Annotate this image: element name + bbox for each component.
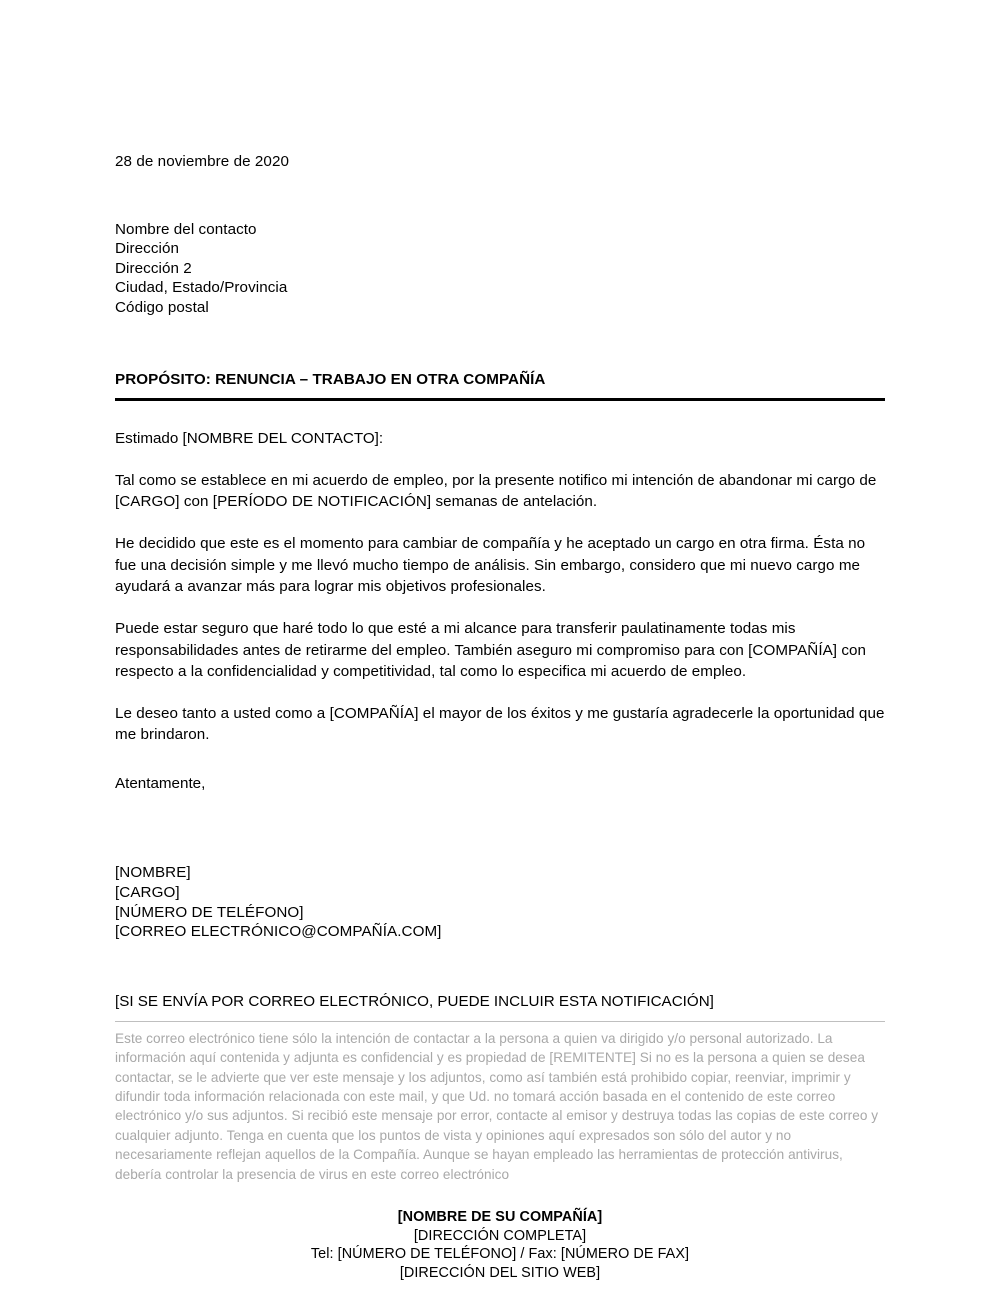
gap-greeting-body bbox=[115, 449, 885, 470]
letter-greeting: Estimado [NOMBRE DEL CONTACTO]: bbox=[115, 430, 384, 448]
spacer-after-rule bbox=[115, 401, 885, 429]
letter-subject: PROPÓSITO: RENUNCIA – TRABAJO EN OTRA COMPAÑÍA bbox=[115, 370, 546, 388]
footer-website: [DIRECCIÓN DEL SITIO WEB] bbox=[399, 1264, 601, 1281]
gap-paragraph bbox=[115, 512, 885, 533]
signature-space bbox=[115, 793, 885, 863]
letter-paragraph: He decidido que este es el momento para cambiar de compañía y he aceptado un cargo en otra firma. Ésta no fue una decisión simple y me llevó mucho tiempo de análisis. Sin embargo, considero que mi nuevo cargo me ayudará a avanzar más para lograr mis objetivos profesionales. bbox=[115, 535, 866, 595]
gap-paragraph bbox=[115, 682, 885, 703]
email-notice-heading: [SI SE ENVÍA POR CORREO ELECTRÓNICO, PUEDE INCLUIR ESTA NOTIFICACIÓN] bbox=[115, 993, 714, 1011]
recipient-city-state: Ciudad, Estado/Provincia bbox=[115, 279, 288, 297]
company-footer bbox=[115, 1208, 885, 1282]
letter-paragraph: Puede estar seguro que haré todo lo que esté a mi alcance para transferir paulatinamente todas mis responsabilidades antes de retirarme del empleo. También aseguro mi compromiso para con [COMPAÑÍA] con respecto a la confidencialidad y competitividad, tal como lo especifica mi acuerdo de empleo. bbox=[115, 620, 867, 680]
footer-address: [DIRECCIÓN COMPLETA] bbox=[413, 1227, 587, 1244]
letter-closing: Atentamente, bbox=[115, 774, 206, 792]
recipient-address-block bbox=[115, 220, 885, 318]
spacer-before-subject bbox=[115, 318, 885, 370]
letter-paragraph: Le deseo tanto a usted como a [COMPAÑÍA] el mayor de los éxitos y me gustaría agradecerle la oportunidad que me brindaron. bbox=[115, 705, 885, 744]
signature-phone: [NÚMERO DE TELÉFONO] bbox=[115, 903, 304, 921]
spacer-before-notice bbox=[115, 942, 885, 992]
footer-company-name: [NOMBRE DE SU COMPAÑÍA] bbox=[397, 1208, 603, 1225]
gap-paragraph bbox=[115, 597, 885, 618]
email-disclaimer-text: Este correo electrónico tiene sólo la intención de contactar a la persona a quien va dirigido y/o personal autorizado. La información aquí contenida y adjunta es confidencial y es propiedad de [REMITENTE] Si no es la persona a quien se desea contactar, se le advierte que ver este mensaje y los adjuntos, como así también está prohibido copiar, reenviar, imprimir y difundir toda información relacionada con este mail, y que Ud. no tomará acción basada en el contenido de este correo electrónico y/o sus adjuntos. Si recibió este mensaje por error, contacte al emisor y destruya todas las copias de este correo y cualquier adjunto. Tenga en cuenta que los puntos de vista y opiniones aquí expresados son sólo del autor y no necesariamente reflejan aquellos de la Compañía. Aunque se hayan empleado las herramientas de protección antivirus, debería controlar la presencia de virus en este correo electrónico bbox=[115, 1030, 879, 1182]
recipient-address-line-1: Dirección bbox=[115, 240, 179, 258]
letter-date-block bbox=[115, 152, 885, 172]
footer-contact: Tel: [NÚMERO DE TELÉFONO] / Fax: [NÚMERO DE FAX] bbox=[310, 1246, 690, 1263]
letter-content bbox=[115, 0, 885, 1282]
signature-email: [CORREO ELECTRÓNICO@COMPAÑÍA.COM] bbox=[115, 923, 442, 941]
spacer-before-closing bbox=[115, 746, 885, 774]
signature-title: [CARGO] bbox=[115, 884, 180, 902]
letter-paragraph: Tal como se establece en mi acuerdo de empleo, por la presente notifico mi intención de abandonar mi cargo de [CARGO] con [PERÍODO DE NOTIFICACIÓN] semanas de antelación. bbox=[115, 471, 877, 511]
signature-name: [NOMBRE] bbox=[115, 864, 191, 882]
letter-date: 28 de noviembre de 2020 bbox=[115, 153, 290, 170]
signature-block bbox=[115, 863, 885, 942]
spacer-after-date bbox=[115, 172, 885, 220]
recipient-name: Nombre del contacto bbox=[115, 220, 257, 238]
recipient-postal-code: Código postal bbox=[115, 298, 209, 316]
recipient-address-line-2: Dirección 2 bbox=[115, 259, 192, 277]
notice-divider bbox=[115, 1021, 885, 1022]
